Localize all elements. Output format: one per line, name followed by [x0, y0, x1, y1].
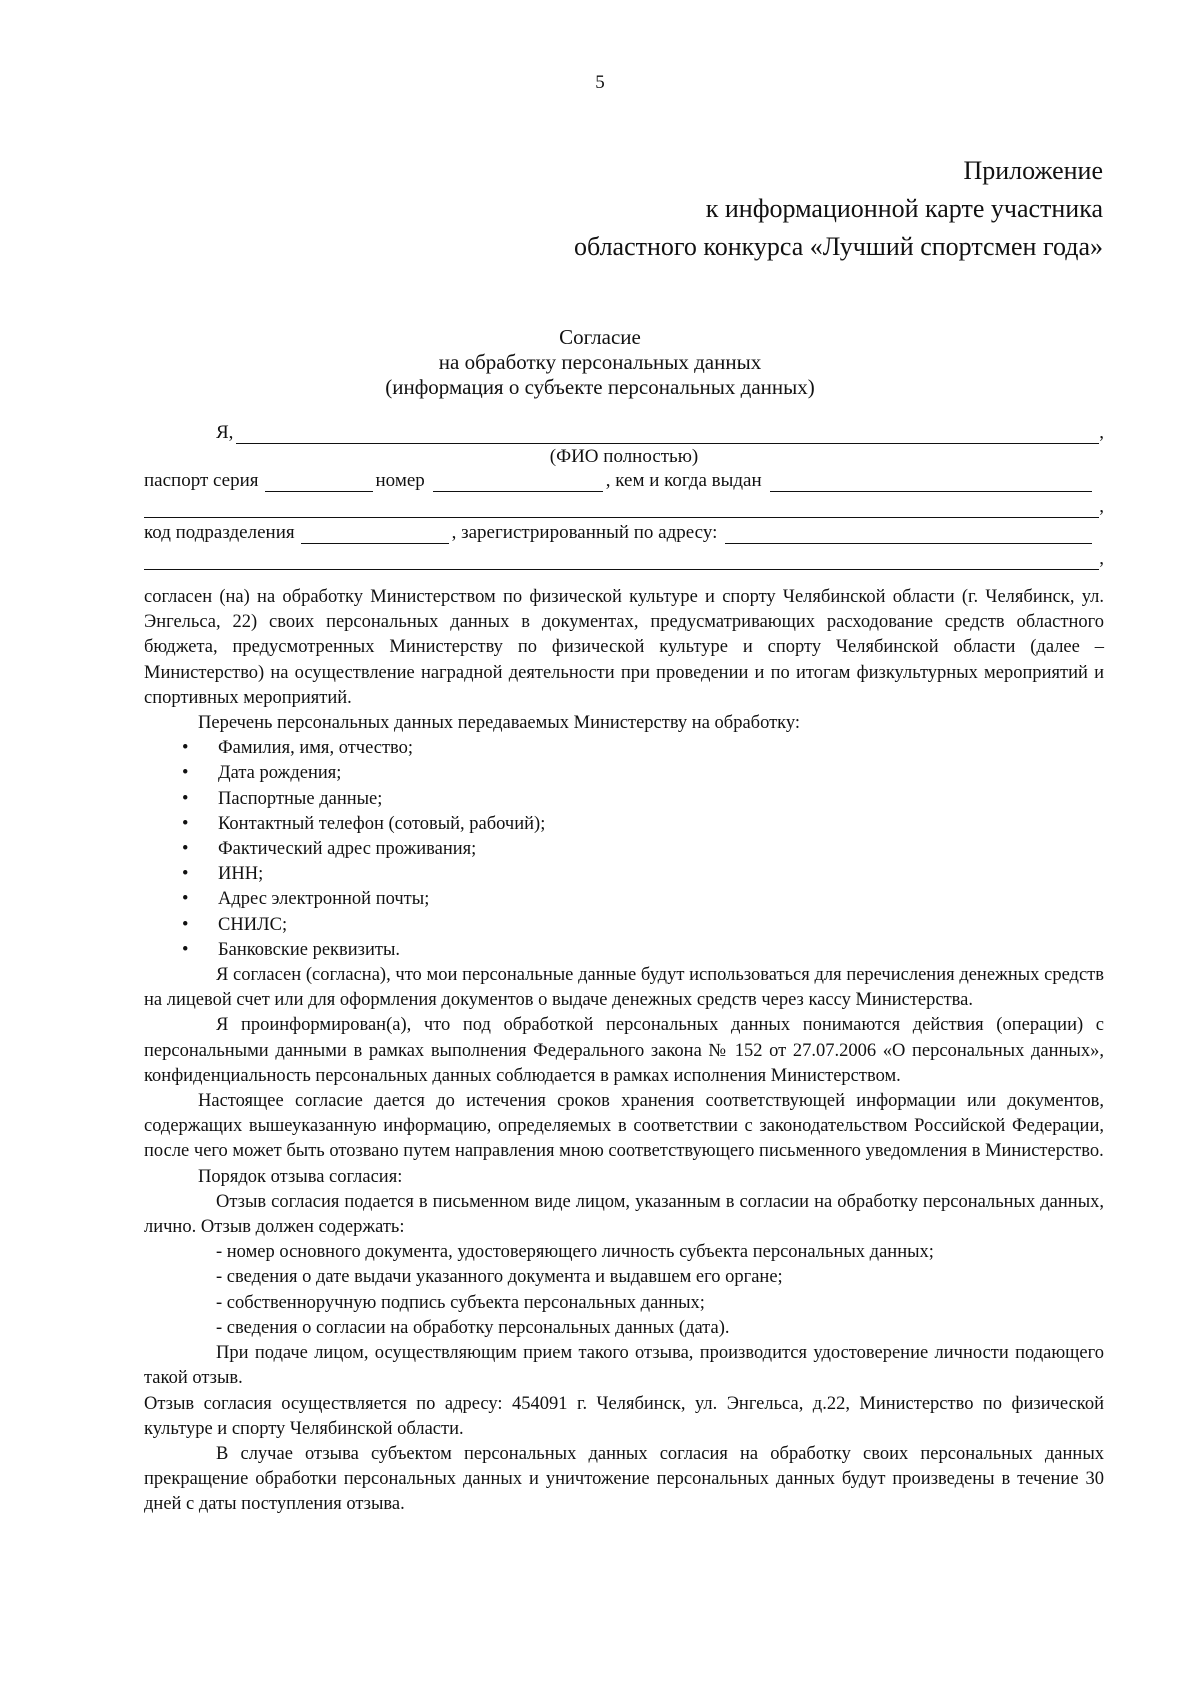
- informed-paragraph: Я проинформирован(а), что под обработкой персональных данных понимаются действия (операции) с персональными данными в рамках выполнения Федерального закона № 152 от 27.07.2006 «О персональных данных», конфиденциальность персональных данных соблюдается в рамках исполнения Министерством.: [144, 1015, 1104, 1086]
- on-submission-paragraph: При подаче лицом, осуществляющим прием такого отзыва, производится удостоверение личности подающего такой отзыв.: [144, 1343, 1104, 1389]
- validity-paragraph: Настоящее согласие дается до истечения сроков хранения соответствующей информации или документов, содержащих вышеуказанную информацию, определяемых в соответствии с законодательством Российской Федерации, после чего может быть отозвано путем направления мною соответствующего письменного уведомления в Министерство.: [144, 1091, 1104, 1162]
- title-line-3: (информация о субъекте персональных данных): [385, 375, 815, 399]
- withdrawal-item: - сведения о согласии на обработку персональных данных (дата).: [216, 1317, 730, 1338]
- appendix-line-2: к информационной карте участника: [705, 194, 1103, 223]
- personal-data-list: [144, 736, 1104, 963]
- address-paragraph: Отзыв согласия осуществляется по адресу: 454091 г. Челябинск, ул. Энгельса, д.22, Министерство по физической культуре и спорту Челябинской области.: [144, 1393, 1104, 1439]
- list-intro: Перечень персональных данных передаваемых Министерству на обработку:: [198, 713, 801, 734]
- withdrawal-written-paragraph: Отзыв согласия подается в письменном виде лицом, указанным в согласии на обработку персональных данных, лично. Отзыв должен содержать:: [144, 1191, 1104, 1238]
- consent-paragraph: согласен (на) на обработку Министерством по физической культуре и спорту Челябинской области (г. Челябинск, ул. Энгельса, 22) своих персональных данных в документах, предусматривающих расходование средств областного бюджета, предусмотренных Министерству по физической культуре и спорту Челябинской области (далее – Министерство) на осуществление наградной деятельности при проведении и по итогам физкультурных мероприятий и спортивных мероприятий.: [144, 587, 1104, 708]
- i-label: Я,: [216, 422, 234, 443]
- appendix-line-1: Приложение: [963, 156, 1103, 185]
- withdrawal-item: - номер основного документа, удостоверяющего личность субъекта персональных данных;: [216, 1242, 934, 1263]
- termination-paragraph: В случае отзыва субъектом персональных данных согласия на обработку своих персональных данных прекращение обработки персональных данных и уничтожение персональных данных будут произведены в течение 30 дней с даты поступления отзыва.: [144, 1443, 1104, 1515]
- registered-address-field-continued[interactable]: [144, 551, 1099, 570]
- passport-continued-row: [144, 494, 1104, 518]
- title-line-2: на обработку персональных данных: [438, 350, 762, 374]
- passport-number-field[interactable]: [433, 473, 603, 492]
- list-item: • Дата рождения;: [144, 761, 1104, 786]
- passport-series-field[interactable]: [265, 473, 373, 492]
- document-title: [0, 325, 1200, 400]
- list-item: • Контактный телефон (сотовый, рабочий);: [144, 812, 1104, 837]
- passport-row: [144, 468, 1104, 492]
- registered-address-field[interactable]: [725, 525, 1092, 544]
- registered-address-label: , зарегистрированный по адресу:: [451, 522, 718, 543]
- list-item: • СНИЛС;: [144, 913, 1104, 938]
- passport-comma: ,: [1099, 496, 1104, 517]
- appendix-line-3: областного конкурса «Лучший спортсмен года»: [573, 232, 1103, 261]
- withdrawal-order-heading: Порядок отзыва согласия:: [198, 1166, 403, 1187]
- list-item: • Фамилия, имя, отчество;: [144, 736, 1104, 761]
- division-code-field[interactable]: [301, 525, 449, 544]
- division-row: [144, 520, 1104, 544]
- fio-row: [144, 420, 1104, 444]
- address-continued-row: [144, 546, 1104, 570]
- appendix-header: [574, 152, 1103, 266]
- passport-issued-field-continued[interactable]: [144, 499, 1099, 518]
- agree-usage-paragraph: Я согласен (согласна), что мои персональные данные будут использоваться для перечисления денежных средств на лицевой счет или для оформления документов о выдаче денежных средств через кассу Министерства.: [144, 965, 1104, 1011]
- title-line-1: Согласие: [559, 325, 641, 349]
- list-item: • Адрес электронной почты;: [144, 887, 1104, 912]
- fio-field[interactable]: [236, 425, 1099, 444]
- withdrawal-item: - сведения о дате выдачи указанного документа и выдавшем его органе;: [216, 1267, 783, 1288]
- list-item: • Фактический адрес проживания;: [144, 837, 1104, 862]
- fio-comma: ,: [1099, 422, 1104, 443]
- withdrawal-item: - собственноручную подпись субъекта персональных данных;: [216, 1292, 705, 1313]
- list-item: • ИНН;: [144, 862, 1104, 887]
- address-comma: ,: [1099, 548, 1104, 569]
- list-item: • Паспортные данные;: [144, 787, 1104, 812]
- page-number: 5: [595, 72, 605, 93]
- division-code-label: код подразделения: [144, 522, 295, 543]
- consent-body: [144, 585, 1104, 1518]
- passport-issued-label: , кем и когда выдан: [605, 470, 762, 491]
- list-item: • Банковские реквизиты.: [144, 938, 1104, 963]
- passport-number-label: номер: [375, 470, 425, 491]
- passport-issued-field[interactable]: [770, 473, 1092, 492]
- fio-caption: (ФИО полностью): [549, 446, 699, 467]
- passport-series-label: паспорт серия: [144, 470, 259, 491]
